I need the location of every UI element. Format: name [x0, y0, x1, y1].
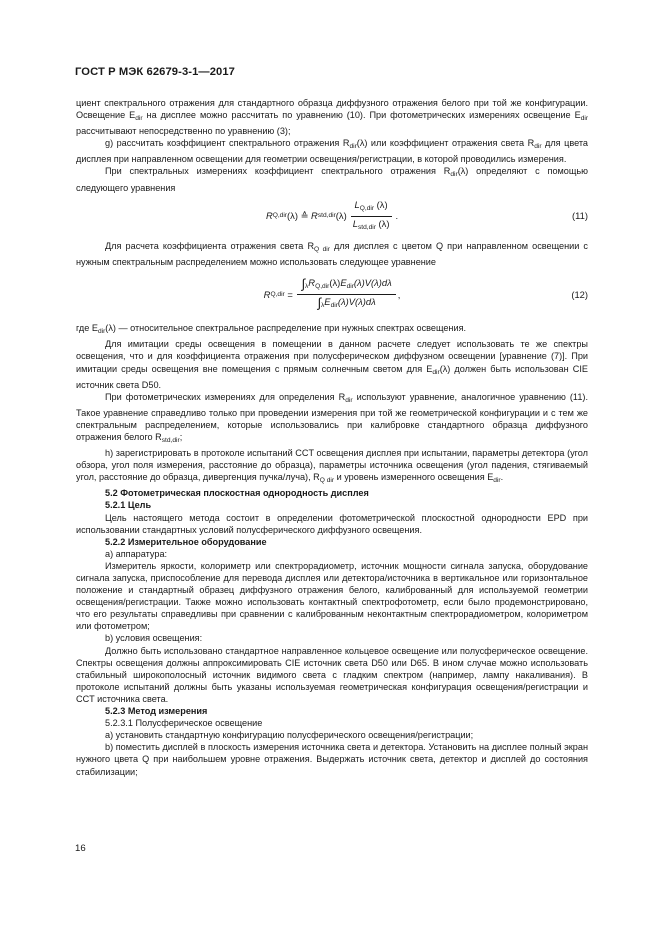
- subscript: dir: [349, 143, 357, 151]
- text: При фотометрических измерениях для определения R: [105, 391, 346, 402]
- text: g) рассчитать коэффициент спектрального отражения R: [105, 138, 350, 149]
- text: на дисплее можно рассчитать по уравнению (10). При фотометрических измерениях освещение E: [142, 110, 581, 121]
- integral-sign: ∫: [301, 276, 305, 292]
- subscript: Q dir: [319, 477, 335, 485]
- text: для дисплея с цветом Q при направленном освещении с нужным спектральным распределением можно использовать следующее уравнение: [76, 240, 588, 267]
- eq-symbol: E: [340, 277, 347, 289]
- equation-number: (11): [572, 210, 588, 222]
- text: для цвета дисплея при направленном освещении для геометрии освещения/регистрации, в которой проводились измерения.: [76, 138, 589, 165]
- subscript: dir: [450, 171, 458, 179]
- paragraph: [76, 240, 588, 268]
- eq-subscript: Q,dir: [359, 204, 375, 212]
- eq-text: (λ): [329, 277, 341, 289]
- eq-subscript: Q,dir: [270, 290, 285, 298]
- subscript: Q dir: [314, 245, 330, 253]
- list-item: а) установить стандартную конфигурацию полусферического освещения/регистрации;: [105, 730, 474, 741]
- text: .: [500, 472, 504, 483]
- eq-fraction: [297, 277, 395, 312]
- text: При спектральных измерениях коэффициент спектрального отражения R: [105, 166, 451, 177]
- eq-text: ,: [397, 288, 401, 300]
- integral-sign: ∫: [317, 295, 321, 311]
- text: (λ) определяют с помощью следующего уравнения: [76, 166, 588, 193]
- equation-number: (12): [571, 288, 588, 300]
- list-item: b) поместить дисплей в плоскость измерения источника света и детектора. Установить на дисплее полный экран нужного цвета Q при наибольшем уровне отражения. Выдержать источник света, детектор и дисплей до состояния стабилизации;: [76, 742, 588, 777]
- eq-symbol: L: [352, 217, 358, 229]
- eq-subscript: std,dir: [357, 223, 376, 231]
- eq-text: (λ)V(λ)dλ: [353, 277, 392, 289]
- eq-text: (λ): [287, 210, 298, 222]
- paragraph: [76, 97, 588, 137]
- text: (λ) или коэффициент отражения света R: [356, 138, 535, 149]
- eq-text: .: [395, 210, 399, 222]
- text: рассчитывают непосредственно по уравнению (3);: [76, 126, 291, 137]
- eq-symbol: R: [311, 210, 318, 222]
- subscript: dir: [534, 143, 542, 151]
- subsection-heading: 5.2.1 Цель: [105, 500, 152, 511]
- paragraph: [76, 322, 588, 338]
- eq-denominator: [349, 217, 394, 234]
- eq-subscript: λ: [321, 302, 325, 310]
- eq-text: (λ): [376, 198, 388, 210]
- subscript: std,dir: [161, 436, 180, 444]
- equation-12: [76, 277, 588, 312]
- eq-numerator: [351, 199, 392, 217]
- document-body: [76, 97, 588, 778]
- paragraph: [76, 165, 588, 193]
- eq-symbol: R: [265, 210, 273, 222]
- eq-text: (λ): [335, 210, 347, 222]
- text: ;: [179, 431, 183, 442]
- eq-subscript: Q,dir: [272, 212, 288, 220]
- text: (λ) — относительное спектральное распределение при нужных спектрах освещения.: [105, 323, 467, 334]
- eq-subscript: λ: [305, 283, 309, 291]
- subscript: dir: [97, 328, 106, 336]
- subscript: dir: [135, 115, 143, 123]
- eq-symbol: E: [324, 296, 331, 308]
- subsection-heading: 5.2.3.1 Полусферическое освещение: [105, 718, 263, 729]
- paragraph: Должно быть использовано стандартное направленное кольцевое освещение или полусферическое освещение. Спектры освещения должны аппроксимировать CIE источник света D50 или D65. В ином случае можно использовать стабильный широкополосный источник видимого света с гладким спектром (например, лампу накаливания). В протоколе испытаний должны быть указаны используемая геометрическая конфигурация освещения/регистрации и CCT источника света.: [76, 645, 588, 704]
- paragraph: [76, 447, 588, 487]
- text: и уровень измеренного освещения E: [334, 472, 494, 483]
- eq-denominator: [313, 295, 379, 312]
- subscript: dir: [493, 477, 501, 485]
- text: где E: [76, 323, 98, 334]
- text: Для имитации среды освещения в помещении в данном расчете следует использовать те же спектры освещения, что и для коэффициента отражения при полусферическом диффузном освещении [уравнение (7)]. При имитации среды освещения вне помещения с прямым солнечным светом для E: [76, 339, 588, 374]
- list-item: b) условия освещения:: [105, 633, 203, 644]
- text: используют уравнение, аналогичное уравнению (11). Такое уравнение справедливо только при проведении измерения при той же геометрической конфигурации и с тем же спектральным распределением, которые использовались при калибровке стандартного образца диффузного отражения белого R: [76, 391, 588, 442]
- eq-subscript: dir: [330, 302, 338, 310]
- eq-subscript: Q,dir: [315, 283, 330, 291]
- eq-text: (λ): [378, 217, 390, 229]
- subscript: dir: [345, 396, 353, 404]
- eq-fraction: [349, 199, 394, 234]
- text: циент спектрального отражения для стандартного образца диффузного отражения белого при той же конфигурации. Освещение E: [76, 98, 588, 121]
- subscript: dir: [432, 368, 440, 376]
- paragraph: [76, 338, 588, 390]
- subsection-heading: 5.2.3 Метод измерения: [105, 706, 208, 717]
- eq-relation: =: [287, 288, 293, 300]
- subscript: dir: [580, 115, 589, 123]
- page-number: 16: [75, 843, 86, 854]
- list-item: а) аппаратура:: [105, 548, 168, 559]
- eq-numerator: [297, 277, 395, 295]
- eq-symbol: R: [308, 277, 316, 289]
- eq-symbol: R: [263, 288, 271, 300]
- eq-symbol: L: [354, 198, 360, 210]
- eq-text: (λ)V(λ)dλ: [337, 296, 376, 308]
- eq-subscript: std,dir: [317, 212, 336, 220]
- paragraph: [76, 391, 588, 447]
- paragraph: Цель настоящего метода состоит в определении фотометрической плоскостной однородности EPD при использовании стандартных условий полусферического диффузного освещения.: [76, 512, 588, 535]
- text: h) зарегистрировать в протоколе испытаний CCT освещения дисплея при испытании, параметры детектора (угол обзора, угол поля измерения, расстояние до образца), параметры источника освещения (угол падения, стягиваемый угол, расстояние до образца, дивергенция пучка/луча), R: [76, 448, 588, 483]
- eq-relation: ≙: [300, 210, 309, 222]
- paragraph: [76, 137, 588, 165]
- subsection-heading: 5.2.2 Измерительное оборудование: [105, 536, 267, 547]
- paragraph: Измеритель яркости, колориметр или спектрорадиометр, источник мощности сигнала запуска, оборудование сигнала запуска, приспособление для перевода дисплея или детектора/источника в вертикальное или горизонтальное положение и стандартный образец диффузного отражения белого, калиброванный для используемой геометрии освещения/регистрации. Также можно использовать контактный спектрофотометр, если было продемонстрировано, что его результаты справедливы при сравнении с калиброванным неконтактным спектрорадиометром, колориметром или фотометром;: [76, 560, 588, 632]
- text: (λ) должен быть использован CIE источник света D50.: [76, 363, 588, 390]
- equation-11: [76, 199, 588, 234]
- section-heading: 5.2 Фотометрическая плоскостная однородность дисплея: [105, 488, 369, 499]
- standard-header: ГОСТ Р МЭК 62679-3-1—2017: [75, 66, 236, 78]
- text: Для расчета коэффициента отражения света R: [105, 240, 315, 251]
- eq-subscript: dir: [346, 283, 354, 291]
